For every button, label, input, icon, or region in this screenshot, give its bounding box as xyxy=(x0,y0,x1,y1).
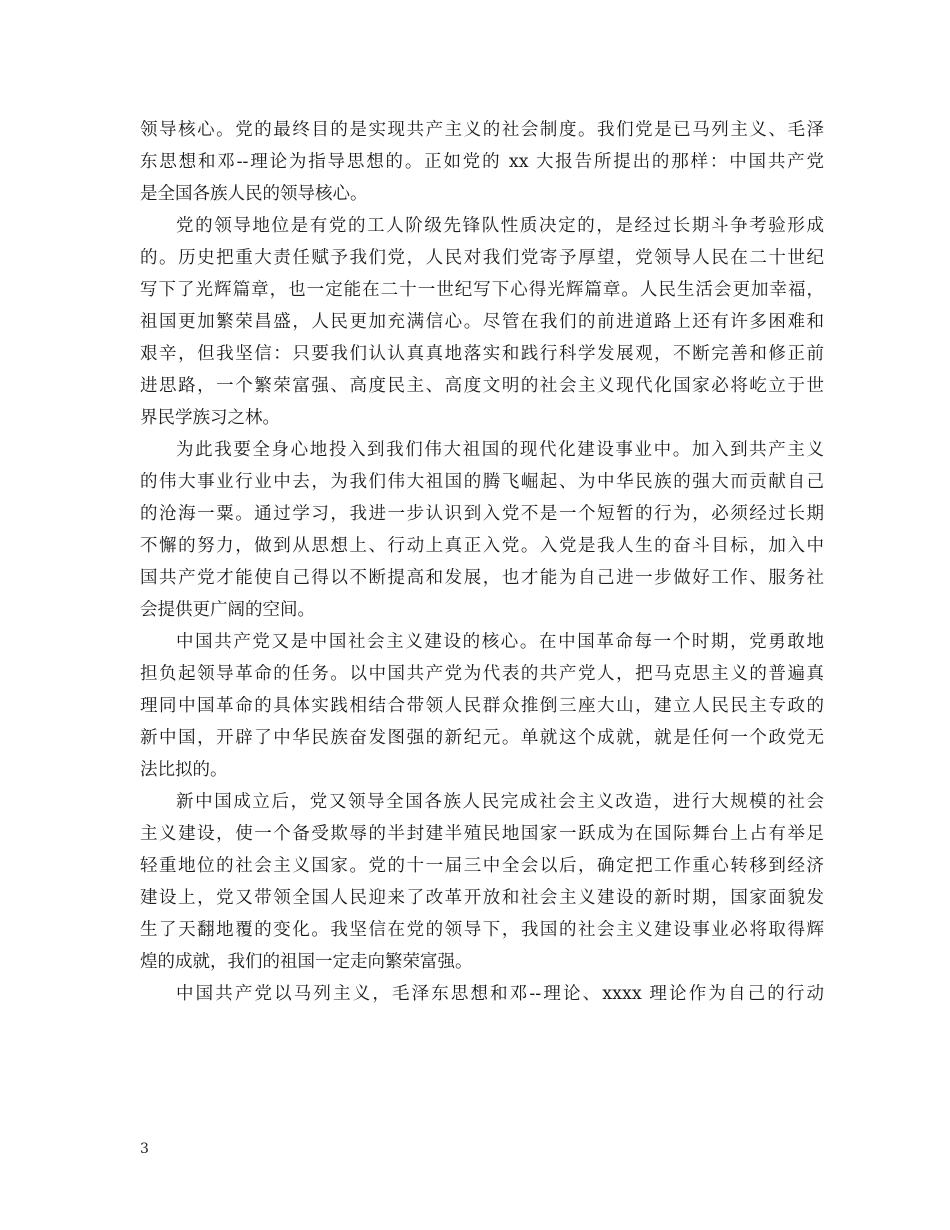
text-line: 理同中国革命的具体实践相结合带领人民群众推倒三座大山，建立人民民主专政的 xyxy=(140,696,824,716)
text-line: 进思路，一个繁荣富强、高度民主、高度文明的社会主义现代化国家必将屹立于世 xyxy=(140,376,824,396)
text-line: 担负起领导革命的任务。以中国共产党为代表的共产党人，把马克思主义的普遍真 xyxy=(140,664,824,684)
text-line: 的。历史把重大责任赋予我们党，人民对我们党寄予厚望，党领导人民在二十世纪 xyxy=(140,248,824,268)
text-line: 艰辛，但我坚信：只要我们认认真真地落实和践行科学发展观，不断完善和修正前 xyxy=(140,344,824,364)
text-line: 东思想和邓--理论为指导思想的。正如党的 xx 大报告所提出的那样：中国共产党 xyxy=(140,152,824,172)
paragraph xyxy=(140,114,824,210)
text-line: 的伟大事业行业中去，为我们伟大祖国的腾飞崛起、为中华民族的强大而贡献自己 xyxy=(140,472,824,492)
body-text xyxy=(140,114,824,1010)
text-line: 新中国成立后，党又领导全国各族人民完成社会主义改造，进行大规模的社会 xyxy=(176,792,824,812)
text-line: 法比拟的。 xyxy=(140,760,228,780)
paragraph xyxy=(140,786,824,978)
text-line: 的沧海一粟。通过学习，我进一步认识到入党不是一个短暂的行为，必须经过长期 xyxy=(140,504,824,524)
paragraph xyxy=(140,210,824,434)
text-line: 为此我要全身心地投入到我们伟大祖国的现代化建设事业中。加入到共产主义 xyxy=(176,440,824,460)
text-line: 中国共产党以马列主义，毛泽东思想和邓--理论、xxxx 理论作为自己的行动 xyxy=(176,984,824,1004)
text-line: 是全国各族人民的领导核心。 xyxy=(140,184,368,204)
text-line: 党的领导地位是有党的工人阶级先锋队性质决定的，是经过长期斗争考验形成 xyxy=(176,216,824,236)
page-number: 3 xyxy=(140,1141,149,1157)
text-line: 祖国更加繁荣昌盛，人民更加充满信心。尽管在我们的前进道路上还有许多困难和 xyxy=(140,312,824,332)
text-line: 会提供更广阔的空间。 xyxy=(140,600,315,620)
text-line: 领导核心。党的最终目的是实现共产主义的社会制度。我们党是已马列主义、毛泽 xyxy=(140,120,824,140)
text-line: 写下了光辉篇章，也一定能在二十一世纪写下心得光辉篇章。人民生活会更加幸福， xyxy=(140,280,824,300)
text-line: 建设上，党又带领全国人民迎来了改革开放和社会主义建设的新时期，国家面貌发 xyxy=(140,888,824,908)
text-line: 中国共产党又是中国社会主义建设的核心。在中国革命每一个时期，党勇敢地 xyxy=(176,632,824,652)
paragraph xyxy=(140,978,824,1010)
text-line: 不懈的努力，做到从思想上、行动上真正入党。入党是我人生的奋斗目标，加入中 xyxy=(140,536,824,556)
text-line: 新中国，开辟了中华民族奋发图强的新纪元。单就这个成就，就是任何一个政党无 xyxy=(140,728,824,748)
paragraph xyxy=(140,626,824,786)
text-line: 生了天翻地覆的变化。我坚信在党的领导下，我国的社会主义建设事业必将取得辉 xyxy=(140,920,824,940)
text-line: 国共产党才能使自己得以不断提高和发展，也才能为自己进一步做好工作、服务社 xyxy=(140,568,824,588)
text-line: 主义建设，使一个备受欺辱的半封建半殖民地国家一跃成为在国际舞台上占有举足 xyxy=(140,824,824,844)
text-line: 界民学族习之林。 xyxy=(140,408,280,428)
text-line: 轻重地位的社会主义国家。党的十一届三中全会以后，确定把工作重心转移到经济 xyxy=(140,856,824,876)
paragraph xyxy=(140,434,824,626)
text-line: 煌的成就，我们的祖国一定走向繁荣富强。 xyxy=(140,952,473,972)
